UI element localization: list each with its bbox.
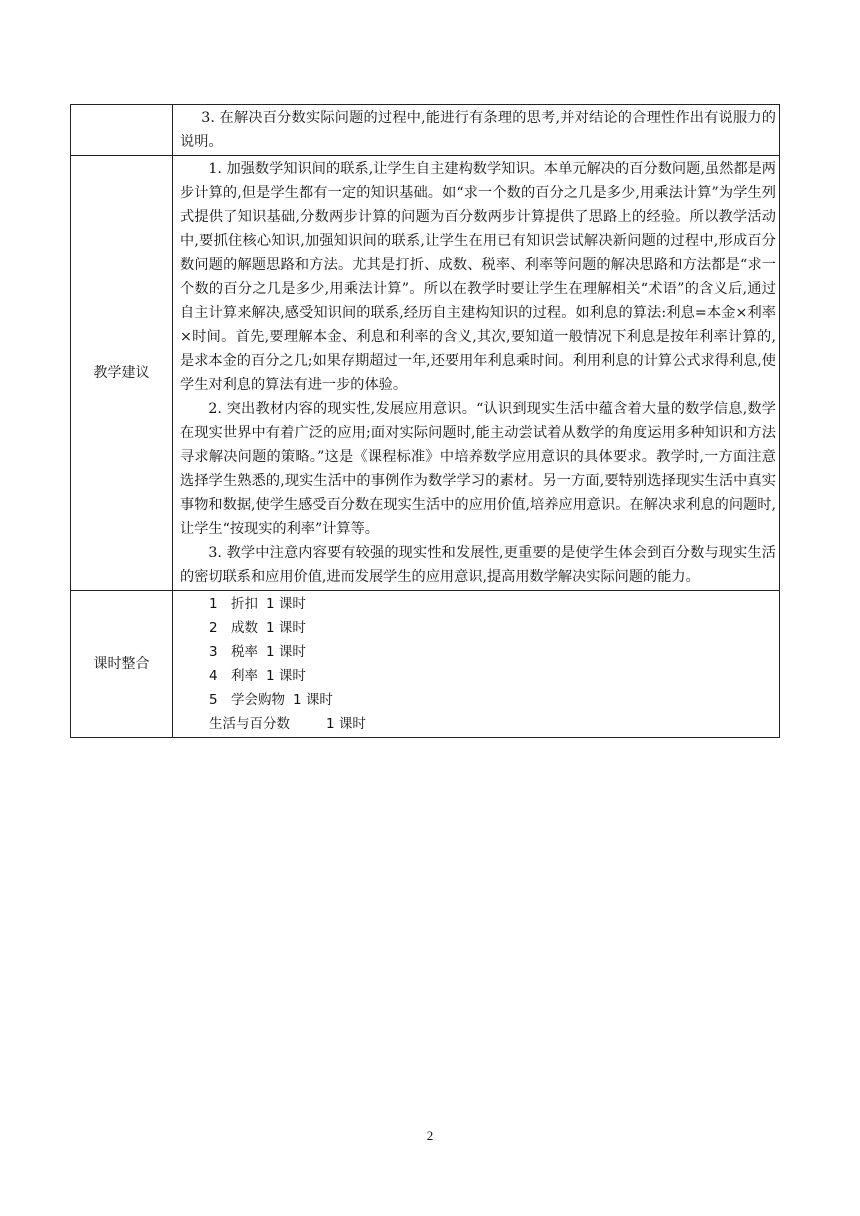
goal-text: 3. 在解决百分数实际问题的过程中,能进行有条理的思考,并对结论的合理性作出有说服力的说明。 — [180, 110, 776, 150]
advice-paragraph-1: 1. 加强数学知识间的联系,让学生自主建构数学知识。本单元解决的百分数问题,虽然都是两步计算的,但是学生都有一定的知识基础。如“求一个数的百分之几是多少,用乘法计算”为学生列式提供了知识基础,分数两步计算的问题为百分数两步计算提供了思路上的经验。所以教学活动中,要抓住核心知识,加强知识间的联系,让学生在用已有知识尝试解决新问题的过程中,形成百分数问题的解题思路和方法。尤其是打折、成数、税率、利率等问题的解决思路和方法都是“求一个数的百分之几是多少,用乘法计算”。所以在教学时要让学生在理解相关“术语”的含义后,通过自主计算来解决,感受知识间的联系,经历自主建构知识的过程。如利息的算法:利息=本金×利率×时间。首先,要理解本金、利息和利率的含义,其次,要知道一般情况下利息是按年利率计算的,是求本金的百分之几;如果存期超过一年,还要用年利息乘时间。利用利息的计算公式求得利息,使学生对利息的算法有进一步的体验。 — [180, 161, 776, 393]
lesson-name: 利率 — [231, 668, 258, 684]
lesson-hours: 1 课时 — [293, 692, 333, 708]
lesson-name: 学会购物 — [231, 692, 285, 708]
lesson-number: 2 — [209, 620, 218, 636]
row-label-lesson-plan: 课时整合 — [71, 591, 173, 738]
teaching-advice-content — [173, 156, 780, 591]
list-item — [209, 640, 773, 664]
list-item — [209, 616, 773, 640]
page-number: 2 — [426, 1128, 434, 1143]
lesson-hours: 1 课时 — [266, 668, 306, 684]
goal-item-3 — [173, 105, 780, 156]
list-item — [209, 688, 773, 712]
advice-paragraph-3: 3. 教学中注意内容要有较强的现实性和发展性,更重要的是使学生体会到百分数与现实生活的密切联系和应用价值,进而发展学生的应用意识,提高用数学解决实际问题的能力。 — [180, 545, 776, 585]
list-item — [209, 592, 773, 616]
list-item — [209, 664, 773, 688]
lesson-name: 税率 — [231, 644, 258, 660]
lesson-hours: 1 课时 — [266, 596, 306, 612]
lesson-name: 折扣 — [231, 596, 258, 612]
lesson-name: 成数 — [231, 620, 258, 636]
lesson-hours: 1 课时 — [266, 620, 306, 636]
lesson-name: 生活与百分数 — [209, 716, 290, 732]
list-item — [209, 712, 773, 736]
advice-paragraph-2: 2. 突出教材内容的现实性,发展应用意识。“认识到现实生活中蕴含着大量的数学信息,数学在现实世界中有着广泛的应用;面对实际问题时,能主动尝试着从数学的角度运用多种知识和方法寻求解决问题的策略。”这是《课程标准》中培养数学应用意识的具体要求。教学时,一方面注意选择学生熟悉的,现实生活中的事例作为数学学习的素材。另一方面,要特别选择现实生活中真实事物和数据,使学生感受百分数在现实生活中的应用价值,培养应用意识。在解决求利息的问题时,让学生“按现实的利率”计算等。 — [180, 401, 776, 537]
table-row-goal — [71, 105, 780, 156]
table-row-lesson-plan — [71, 591, 780, 738]
lesson-list — [173, 591, 780, 738]
lesson-hours: 1 课时 — [326, 716, 366, 732]
row-label-empty — [71, 105, 173, 156]
table-row-teaching-advice — [71, 156, 780, 591]
lesson-number: 5 — [209, 692, 218, 708]
lesson-number: 3 — [209, 644, 218, 660]
teaching-plan-table — [70, 104, 780, 738]
lesson-number: 1 — [209, 596, 218, 612]
lesson-hours: 1 课时 — [266, 644, 306, 660]
row-label-teaching-advice: 教学建议 — [71, 156, 173, 591]
lesson-number: 4 — [209, 668, 218, 684]
